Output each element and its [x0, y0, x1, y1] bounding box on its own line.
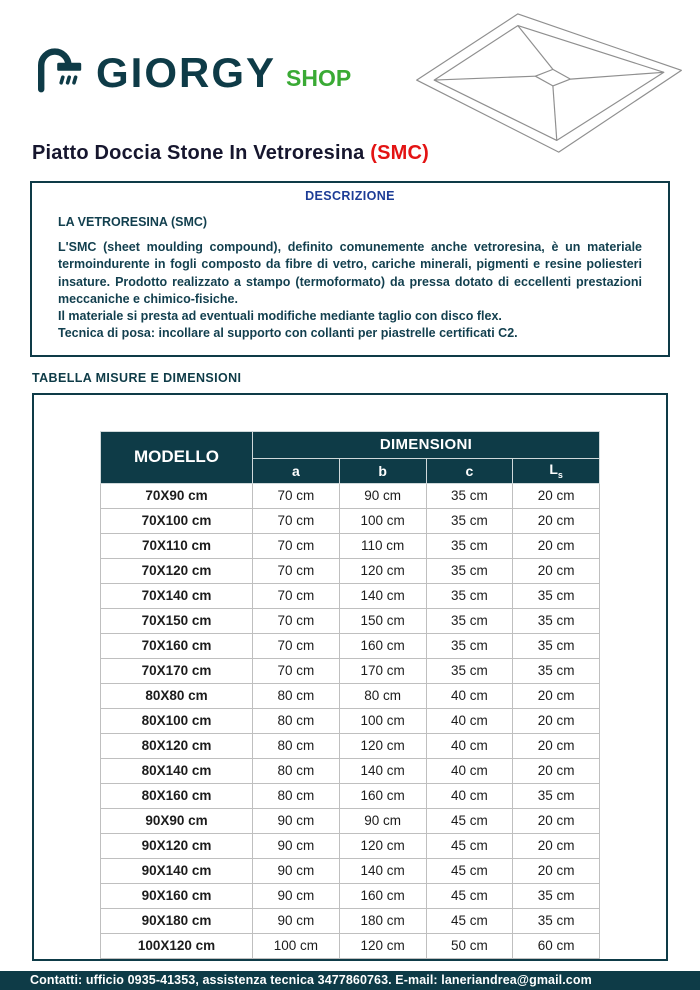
table-row — [101, 933, 600, 958]
table-row — [101, 733, 600, 758]
dimension-value-cell: 35 cm — [426, 558, 513, 583]
dimension-value-cell: 120 cm — [339, 833, 426, 858]
table-row — [101, 608, 600, 633]
dimension-value-cell: 45 cm — [426, 908, 513, 933]
column-header-modello: MODELLO — [101, 431, 253, 483]
dimension-value-cell: 20 cm — [513, 483, 600, 508]
dimension-value-cell: 35 cm — [513, 583, 600, 608]
dimension-value-cell: 20 cm — [513, 708, 600, 733]
page-title — [32, 142, 700, 165]
model-cell: 70X160 cm — [101, 633, 253, 658]
model-cell: 80X80 cm — [101, 683, 253, 708]
dimension-value-cell: 150 cm — [339, 608, 426, 633]
dimension-value-cell: 20 cm — [513, 808, 600, 833]
dimension-value-cell: 70 cm — [253, 558, 340, 583]
dimension-value-cell: 35 cm — [426, 483, 513, 508]
shower-tray-wireframe-drawing — [410, 10, 688, 156]
dimension-value-cell: 80 cm — [253, 758, 340, 783]
table-row — [101, 808, 600, 833]
dimension-value-cell: 45 cm — [426, 858, 513, 883]
dimension-value-cell: 20 cm — [513, 533, 600, 558]
dimension-value-cell: 35 cm — [426, 608, 513, 633]
dimension-value-cell: 90 cm — [253, 908, 340, 933]
dimension-value-cell: 70 cm — [253, 658, 340, 683]
table-row — [101, 858, 600, 883]
dimension-value-cell: 40 cm — [426, 783, 513, 808]
dimension-value-cell: 160 cm — [339, 633, 426, 658]
dimension-value-cell: 45 cm — [426, 833, 513, 858]
table-row — [101, 758, 600, 783]
description-paragraph: L'SMC (sheet moulding compound), definito comunemente anche vetroresina, è un materiale termoindurente in fogli composto da fibre di vetro, cariche minerali, pigmenti e resine poliesteri insature. Prodotto realizzato a stampo (termoformato) da pressa dotato di eccellenti prestazioni meccaniche e chimico-fisiche. — [58, 240, 642, 306]
model-cell: 70X110 cm — [101, 533, 253, 558]
dimension-value-cell: 70 cm — [253, 483, 340, 508]
model-cell: 80X140 cm — [101, 758, 253, 783]
description-heading: DESCRIZIONE — [305, 189, 395, 203]
brand-suffix: SHOP — [286, 65, 352, 91]
table-row — [101, 908, 600, 933]
column-header-a: a — [253, 458, 340, 483]
table-row — [101, 558, 600, 583]
model-cell: 90X140 cm — [101, 858, 253, 883]
dimension-value-cell: 35 cm — [513, 608, 600, 633]
table-row — [101, 883, 600, 908]
dimension-value-cell: 20 cm — [513, 508, 600, 533]
model-cell: 70X90 cm — [101, 483, 253, 508]
dimension-value-cell: 40 cm — [426, 758, 513, 783]
footer-contact-text: Contatti: ufficio 0935-41353, assistenza tecnica 3477860763. E-mail: laneriandrea@gmail.com — [30, 973, 592, 988]
dimension-value-cell: 120 cm — [339, 558, 426, 583]
page-title-highlight: (SMC) — [370, 142, 429, 164]
dimension-value-cell: 80 cm — [253, 683, 340, 708]
dimension-value-cell: 20 cm — [513, 758, 600, 783]
dimension-value-cell: 160 cm — [339, 883, 426, 908]
dimension-value-cell: 20 cm — [513, 733, 600, 758]
dimension-value-cell: 100 cm — [339, 508, 426, 533]
ls-main: L — [549, 461, 558, 478]
table-row — [101, 583, 600, 608]
table-header — [101, 431, 600, 483]
ls-subscript: s — [557, 469, 563, 480]
page-title-text: Piatto Doccia Stone In Vetroresina — [32, 142, 371, 164]
dimension-value-cell: 140 cm — [339, 583, 426, 608]
dimension-value-cell: 50 cm — [426, 933, 513, 958]
dimension-value-cell: 90 cm — [253, 883, 340, 908]
dimension-value-cell: 20 cm — [513, 833, 600, 858]
model-cell: 70X170 cm — [101, 658, 253, 683]
dimension-value-cell: 80 cm — [339, 683, 426, 708]
model-cell: 70X140 cm — [101, 583, 253, 608]
table-row — [101, 658, 600, 683]
column-header-c: c — [426, 458, 513, 483]
dimension-value-cell: 100 cm — [253, 933, 340, 958]
model-cell: 80X160 cm — [101, 783, 253, 808]
brand-name: GIORGY — [96, 49, 277, 96]
dimension-value-cell: 35 cm — [513, 633, 600, 658]
table-row — [101, 633, 600, 658]
dimension-value-cell: 35 cm — [426, 658, 513, 683]
dimension-value-cell: 35 cm — [513, 658, 600, 683]
description-text — [58, 239, 642, 343]
dimension-value-cell: 180 cm — [339, 908, 426, 933]
dimension-value-cell: 70 cm — [253, 608, 340, 633]
model-cell: 70X100 cm — [101, 508, 253, 533]
dimension-value-cell: 80 cm — [253, 783, 340, 808]
dimension-value-cell: 110 cm — [339, 533, 426, 558]
table-row — [101, 783, 600, 808]
dimension-value-cell: 35 cm — [426, 508, 513, 533]
dimension-value-cell: 35 cm — [513, 783, 600, 808]
dimension-value-cell: 140 cm — [339, 758, 426, 783]
table-row — [101, 708, 600, 733]
table-row — [101, 508, 600, 533]
model-cell: 70X120 cm — [101, 558, 253, 583]
dimension-value-cell: 90 cm — [339, 808, 426, 833]
dimension-value-cell: 70 cm — [253, 583, 340, 608]
table-box — [32, 393, 668, 961]
column-header-b: b — [339, 458, 426, 483]
model-cell: 80X100 cm — [101, 708, 253, 733]
model-cell: 90X180 cm — [101, 908, 253, 933]
dimension-value-cell: 80 cm — [253, 733, 340, 758]
table-body — [101, 483, 600, 958]
model-cell: 100X120 cm — [101, 933, 253, 958]
dimension-value-cell: 40 cm — [426, 683, 513, 708]
dimension-value-cell: 45 cm — [426, 808, 513, 833]
table-row — [101, 683, 600, 708]
description-box — [30, 181, 670, 357]
description-paragraph: Tecnica di posa: incollare al supporto con collanti per piastrelle certificati C2. — [58, 326, 518, 341]
dimension-value-cell: 160 cm — [339, 783, 426, 808]
dimension-value-cell: 90 cm — [253, 833, 340, 858]
dimension-value-cell: 20 cm — [513, 858, 600, 883]
dimension-value-cell: 35 cm — [426, 633, 513, 658]
dimensions-table — [100, 431, 600, 959]
dimension-value-cell: 45 cm — [426, 883, 513, 908]
model-cell: 80X120 cm — [101, 733, 253, 758]
description-paragraph: Il materiale si presta ad eventuali modifiche mediante taglio con disco flex. — [58, 309, 502, 323]
table-row — [101, 533, 600, 558]
model-cell: 90X160 cm — [101, 883, 253, 908]
dimension-value-cell: 120 cm — [339, 733, 426, 758]
column-header-dimensioni: DIMENSIONI — [253, 431, 600, 458]
dimension-value-cell: 60 cm — [513, 933, 600, 958]
dimension-value-cell: 90 cm — [339, 483, 426, 508]
dimension-value-cell: 35 cm — [513, 908, 600, 933]
shower-icon — [30, 38, 86, 94]
description-subheading: LA VETRORESINA (SMC) — [58, 215, 208, 229]
table-row — [101, 483, 600, 508]
dimension-value-cell: 70 cm — [253, 533, 340, 558]
dimension-value-cell: 120 cm — [339, 933, 426, 958]
dimension-value-cell: 70 cm — [253, 508, 340, 533]
dimension-value-cell: 35 cm — [513, 883, 600, 908]
model-cell: 70X150 cm — [101, 608, 253, 633]
footer-bar — [0, 971, 700, 990]
dimension-value-cell: 40 cm — [426, 733, 513, 758]
dimension-value-cell: 20 cm — [513, 558, 600, 583]
dimension-value-cell: 90 cm — [253, 858, 340, 883]
model-cell: 90X120 cm — [101, 833, 253, 858]
dimension-value-cell: 90 cm — [253, 808, 340, 833]
header — [0, 0, 700, 138]
model-cell: 90X90 cm — [101, 808, 253, 833]
dimension-value-cell: 70 cm — [253, 633, 340, 658]
dimension-value-cell: 100 cm — [339, 708, 426, 733]
dimension-value-cell: 170 cm — [339, 658, 426, 683]
brand-logo — [30, 38, 351, 94]
table-row — [101, 833, 600, 858]
dimension-value-cell: 140 cm — [339, 858, 426, 883]
table-section-label: TABELLA MISURE E DIMENSIONI — [32, 370, 242, 385]
dimension-value-cell: 35 cm — [426, 533, 513, 558]
dimension-value-cell: 20 cm — [513, 683, 600, 708]
dimension-value-cell: 40 cm — [426, 708, 513, 733]
dimension-value-cell: 80 cm — [253, 708, 340, 733]
dimension-value-cell: 35 cm — [426, 583, 513, 608]
column-header-ls — [513, 458, 600, 483]
